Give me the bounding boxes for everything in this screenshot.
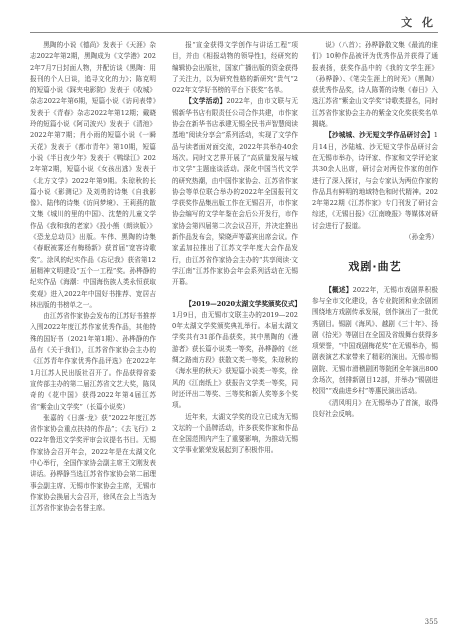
section-body: 2022年，由市文联与无锡新华书店有限责任公司合作共建，市作家协会在新华书店承建无锡全民书声智慧阅读基地“阅读分享会”系列活动，实现了文学作品与读者面对面交流，2022年共举办40余场次。同时文艺界开展了“高质量发展与城市文学”主题座谈活动。深化中国当代文学的研究热潮，由中国作家协会、江苏省作家协会等单位联合举办的2022年全国报刊文学获奖作品集出版工作在无锡召开，市作家协会编写的文学年鉴在会后公开发行，市作家协会第四届第二次会议召开，并决定推出新作品发布会，梁晓声等嘉宾出席会议。作家孟加拉推出了江苏文学年度大会作品发行，由江苏省作家协会主办的“共享阅读·文学江南”江苏作家协会年会系列活动在无锡开幕。 [172, 97, 298, 287]
text-column-3 [312, 40, 438, 420]
paragraph: 近年来，太湖文学奖的设立已成为无锡文坛的一个品牌活动，许多获奖作家和作品在全国范围内产生了重要影响，为推动无锡文学事业繁荣发展起到了积极作用。 [172, 412, 298, 455]
text-column-2 [172, 40, 302, 457]
paragraph: 由江苏省作家协会发布的江苏好书推荐入围2022年度江苏作家优秀作品，其他特殊的国好书（2021年第1期）、孙桦静的作品有《关于我们》，江苏省作家协会主办的《江苏青年作家优秀作品评选》在2022年1月江苏人民出版社召开了。作品获得省委宣传部主办的第二届江苏省文艺大奖，陈凤奇的《花中国》获得2022年第4届江苏省“紫金山文学奖”（长篇小说奖） [30, 312, 156, 411]
section-label: 文 化 [401, 16, 436, 29]
section-paragraph [172, 96, 298, 288]
page-number: 355 [424, 618, 438, 626]
paragraph: 《清风明月》在无锡举办了首演，取得良好社会反响。 [312, 398, 438, 418]
paragraph: 报“宣金获得文学创作与讲话工程”项目，并由《相报动物的领导性]，经研究的编辑协会出版社，国家广播出版的资金获得了关注力，以为研究性格的新研究“贵气“2022年文学好书榜的平台下获奖”名单。 [172, 41, 298, 95]
section-paragraph [172, 299, 302, 412]
paragraph: 黑陶的小说《德尚》发表于《天涯》杂志2022年第2期，黑陶成为《文学港》2022年7月7日封面人物，并配访谈《黑陶：用报刊的个人日谈，追寻文化的力》；陈克明的短篇小说《踩夹电影院》发表于《收城》杂志2022年第6期，短篇小说《访问表带》发表于《青春》杂志2022年第12期；戴晓玲的短篇小说《阿司波兴》发表于《清池》2022年第7期；肖小雨的短篇小说《一瞬天花》发表于《都市青年》第10期，短篇小说《半日夜少年》发表于《鸭绿江》2022年第2期，短篇小说《女孩出逃》发表于《北方文学》2022年第9期。朱琼秋的长篇小说《影测记》及刘勇的诗集《自我影像》、陆伟的诗集《访问梦境》、王莉燕的散文集《城川的里的中国》、沈楚的儿童文学作品《我和我的老家》《投小熊（朗读版）》《恐龙总动员》出版。车伟、黑陶的诗集《春眠被雾还有梅杨新》获首届“宽容诗歌奖”。涂风的纪实作品《忘记我》获省第12届精神文明建设“五个一工程”奖。孙桦静的纪实作品《海潮：中国海伤族人类永恒获取奖观》进入2022年中国好书推荐、宽居吉林出版的书榜单之一。 [30, 41, 156, 309]
section-body: 1月14日，沙陆城、沙无短文学作品研讨会在无锡市举办，诗评家、作家和文学评论家共30余人出席，研讨会对两位作家的创作进行了深入探讨，与会专家认为两位作家的作品具有鲜明的地域特色和时代精神。2022年第22期《江苏作家》专门刊发了研讨会综述，《无锡日报》《江南晚报》等媒体对研讨会进行了报道。 [312, 131, 438, 230]
section-heading-taihu-award: 【2019—2020太湖文学奖颁奖仪式】 [185, 299, 302, 308]
header-rule [30, 32, 438, 33]
section-body: 2022年，无锡市戏剧界积极参与全市文化建设，各专业院团和业余剧团围绕地方戏剧传承发展，创作演出了一批优秀剧目。锡剧《海风》、越剧《三十年》、扬剧《拾光》等剧目在全国及省级舞台获得多项荣誉，“中国戏剧梅花奖”在无锡举办，锡剧表演艺术家带来了精彩的演出。无锡市锡剧院、无锡市滑稽剧团等院团全年演出800余场次，创排新剧目12部，并举办“锡剧进校园”“戏曲进乡村”等惠民演出活动。 [312, 285, 438, 396]
section-paragraph [312, 285, 438, 398]
section-heading-literary-activities: 【文学活动】 [185, 97, 227, 106]
section-paragraph [312, 130, 438, 232]
paragraph: 张嘉的《日落·龙》获“2022年度江苏省作家协会重点扶持的作品”；《去飞行》2022年鲁迅文学奖评审会议提名书目。无锡作家协会召开年会，2022年是在太湖文化中心举行，全国作家协会副主席王文刚发表讲话。孙桦静当选江苏省作家协会第二届理事会副主席、无锡市作家协会主席，无锡市作家协会换届大会召开，徐风在会上当选为江苏省作家协会名誉主席。 [30, 413, 156, 513]
chapter-title: 戏剧·曲艺 [348, 260, 402, 274]
text-column-1 [30, 40, 156, 514]
section-heading-symposium: 【沙城城、沙无短文学作品研讨会】 [325, 131, 434, 140]
section-heading-overview: 【概述】 [325, 285, 353, 294]
section-body: 1月9日，由无锡市文联主办的2019—2020年太湖文学奖颁奖典礼举行。本届太湖文学奖共有31部作品获奖，其中黑陶的《漫游者》获长篇小说类一等奖，孙桦静的《丝绸之路南方段》获散文类一等奖，朱琼秋的《海水里的秋天》获短篇小说类一等奖，徐风的《江南纸上》获报告文学类一等奖，同时还评出二等奖、三等奖和新人奖等多个奖项。 [172, 310, 298, 410]
paragraph: 说》（八首）；孙桦静散文集《最流的谁们》10种作品被评为优秀作品并获得了通报表扬，获奖作品中的《我的文学生涯》（孙桦静）、《笔尖生涯上的时光》（黑陶）获优秀作品奖，诗人陈菁的诗集《春日》入选江苏省“紫金山文学奖”诗歌类提名，同时江苏省作家协会主办的紫金文化奖获奖名单揭晓。 [312, 41, 438, 129]
author-note: （孙金秀） [405, 233, 438, 242]
